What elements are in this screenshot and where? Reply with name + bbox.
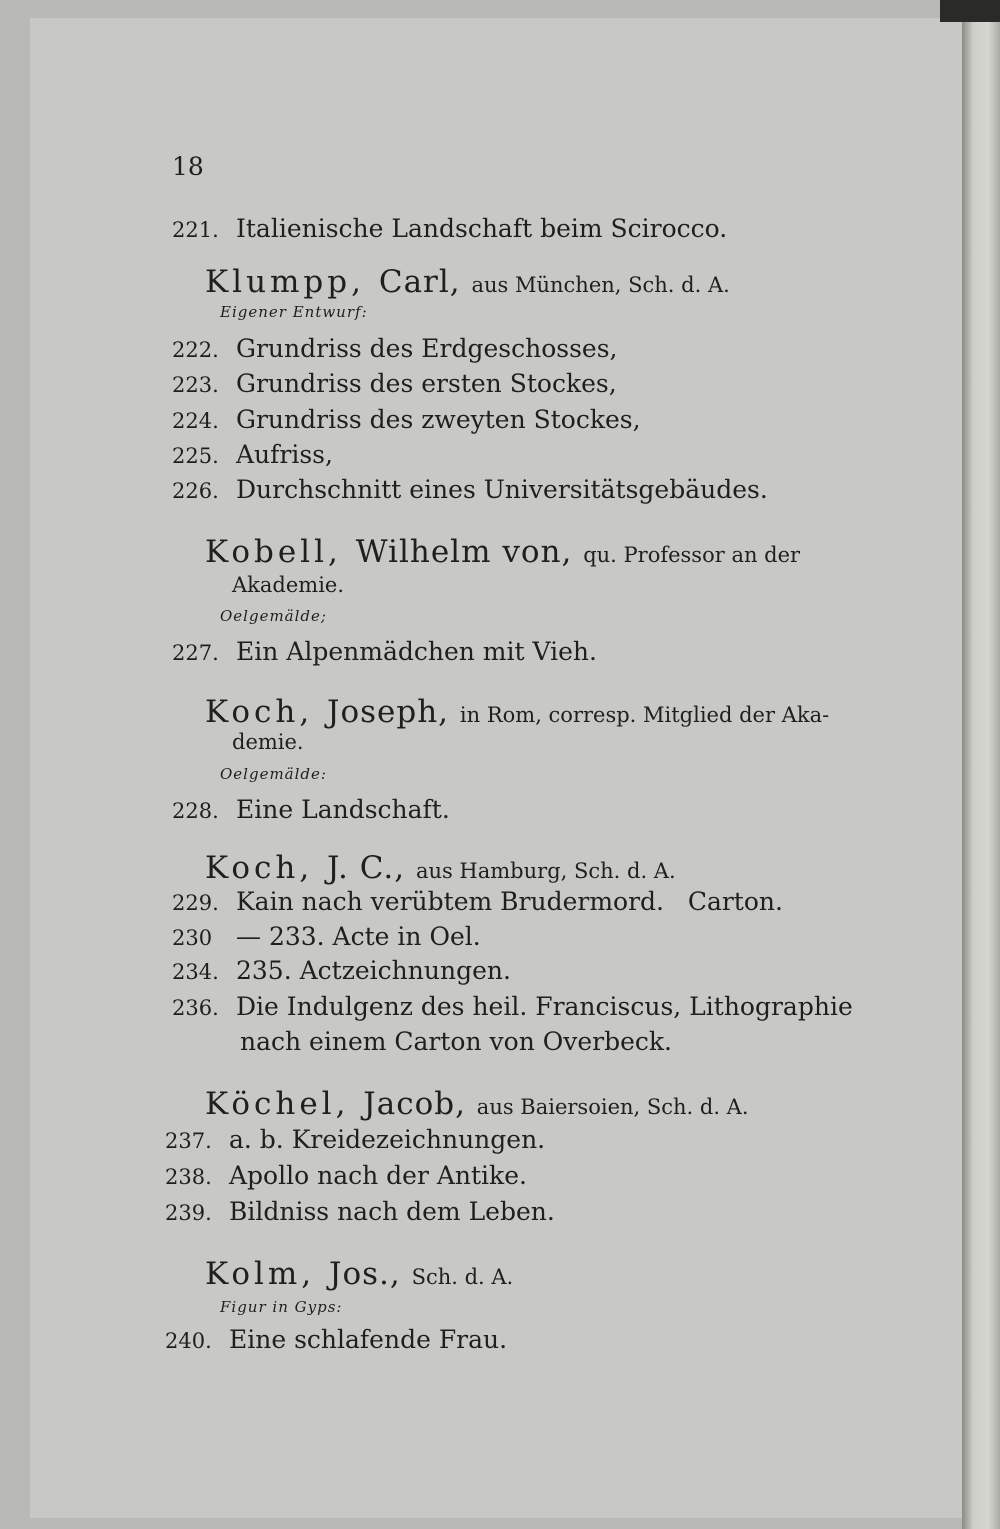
artist-heading (205, 850, 676, 886)
entry-title: Kain nach verübtem Brudermord. Carton. (236, 887, 783, 916)
entry-title: Ein Alpenmädchen mit Vieh. (236, 637, 597, 666)
catalog-entry (172, 405, 641, 434)
catalog-entry (172, 795, 450, 824)
artist-details: Sch. d. A. (411, 1265, 514, 1289)
continuation-line: nach einem Carton von Overbeck. (240, 1027, 673, 1056)
entry-number: 230 (172, 926, 213, 950)
continuation-line: Akademie. (232, 573, 345, 597)
artist-given-name: Jacob, (363, 1086, 477, 1122)
page-number: 18 (172, 152, 204, 181)
entry-number: 225. (172, 444, 219, 468)
artist-heading (205, 1086, 749, 1122)
artist-surname: Koch, (205, 850, 328, 886)
entry-number: 226. (172, 479, 219, 503)
artist-heading (205, 534, 800, 570)
entry-number: 224. (172, 409, 219, 433)
entry-number: 239. (165, 1201, 212, 1225)
book-corner (940, 0, 1000, 22)
artist-given-name: J. C., (327, 850, 416, 886)
artist-surname: Klumpp, (205, 264, 379, 300)
artist-details: aus Baiersoien, Sch. d. A. (476, 1095, 749, 1119)
entry-number: 222. (172, 338, 219, 362)
medium-label: Oelgemälde: (220, 765, 327, 783)
entry-number: 228. (172, 799, 219, 823)
catalog-entry (172, 475, 768, 504)
entry-title: Grundriss des ersten Stockes, (236, 369, 617, 398)
artist-details: aus München, Sch. d. A. (471, 273, 730, 297)
artist-details: qu. Professor an der (583, 543, 801, 567)
entry-number: 227. (172, 641, 219, 665)
catalog-entry (172, 956, 511, 985)
catalog-entry (165, 1125, 545, 1154)
entry-title: Aufriss, (236, 440, 333, 469)
artist-surname: Koch, (205, 694, 328, 730)
entry-title: 235. Actzeichnungen. (236, 956, 511, 985)
medium-label: Eigener Entwurf: (220, 303, 368, 321)
artist-heading (205, 1256, 513, 1292)
catalog-entry (172, 369, 617, 398)
artist-heading (205, 694, 829, 730)
entry-title: Bildniss nach dem Leben. (229, 1197, 555, 1226)
artist-details: in Rom, corresp. Mitglied der Aka- (459, 703, 830, 727)
entry-number: 221. (172, 218, 219, 242)
artist-given-name: Carl, (378, 264, 472, 300)
catalog-entry (172, 334, 617, 363)
entry-title: Grundriss des zweyten Stockes, (236, 405, 641, 434)
artist-details: aus Hamburg, Sch. d. A. (415, 859, 676, 883)
artist-surname: Kolm, (205, 1256, 330, 1292)
medium-label: Figur in Gyps: (220, 1298, 343, 1316)
book-page (30, 18, 965, 1518)
catalog-entry (172, 887, 783, 916)
catalog-entry (172, 637, 597, 666)
medium-label: Oelgemälde; (220, 607, 327, 625)
entry-title: — 233. Acte in Oel. (236, 922, 481, 951)
catalog-entry (172, 214, 727, 243)
artist-heading (205, 264, 730, 300)
entry-title: Italienische Landschaft beim Scirocco. (236, 214, 728, 243)
entry-number: 237. (165, 1129, 212, 1153)
entry-title: Grundriss des Erdgeschosses, (236, 334, 618, 363)
entry-title: Apollo nach der Antike. (229, 1161, 527, 1190)
entry-number: 240. (165, 1329, 212, 1353)
entry-number: 238. (165, 1165, 212, 1189)
artist-given-name: Wilhelm von, (355, 534, 584, 570)
catalog-entry (172, 440, 333, 469)
catalog-entry (165, 1325, 507, 1354)
entry-number: 223. (172, 373, 219, 397)
catalog-entry (172, 922, 481, 951)
catalog-entry (172, 992, 853, 1021)
entry-title: Eine schlafende Frau. (229, 1325, 508, 1354)
entry-number: 236. (172, 996, 219, 1020)
continuation-line: demie. (232, 730, 304, 754)
artist-given-name: Jos., (329, 1256, 412, 1292)
entry-title: Durchschnitt eines Universitätsgebäudes. (236, 475, 768, 504)
entry-title: Die Indulgenz des heil. Franciscus, Lithographie (236, 992, 853, 1021)
artist-surname: Kobell, (205, 534, 356, 570)
artist-given-name: Joseph, (327, 694, 460, 730)
entry-title: Eine Landschaft. (236, 795, 450, 824)
catalog-entry (165, 1161, 527, 1190)
artist-surname: Köchel, (205, 1086, 364, 1122)
entry-number: 234. (172, 960, 219, 984)
entry-title: a. b. Kreidezeichnungen. (229, 1125, 546, 1154)
book-edge (962, 0, 1000, 1529)
catalog-entry (165, 1197, 555, 1226)
entry-number: 229. (172, 891, 219, 915)
